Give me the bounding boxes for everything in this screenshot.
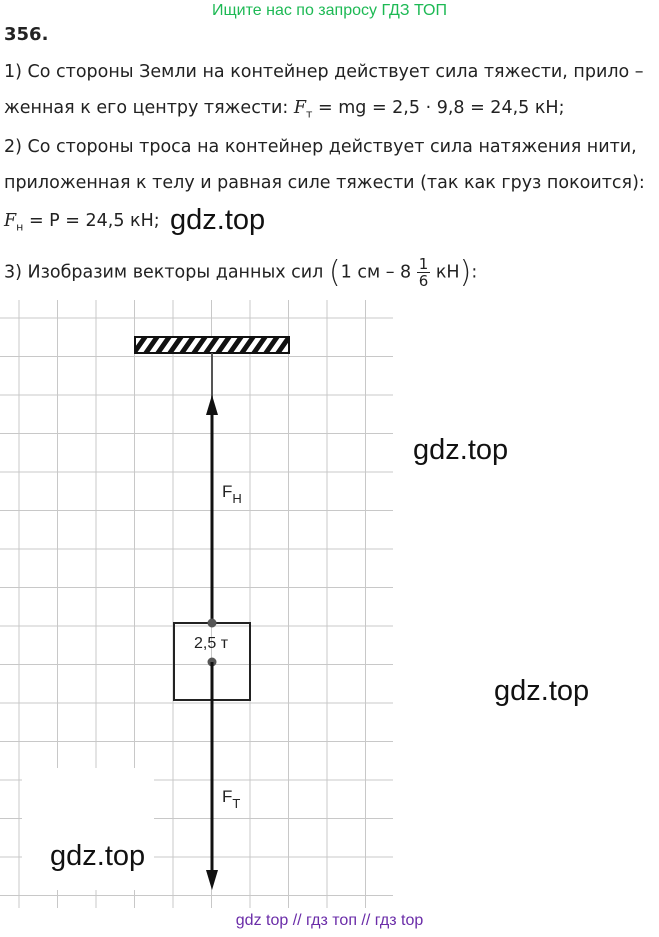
text-line-5 <box>4 211 160 234</box>
formula-fn-symbol: F <box>4 211 17 231</box>
text-line-6-end: : <box>471 262 478 283</box>
paren-close: ) <box>459 255 472 290</box>
text-line-2 <box>4 98 564 121</box>
watermark-2: gdz.top <box>413 434 509 466</box>
tension-arrowhead <box>206 395 218 415</box>
watermark-1: gdz.top <box>170 204 266 236</box>
scale-after: кН <box>430 262 460 283</box>
mass-label: 2,5 т <box>194 635 229 652</box>
formula-ft-symbol: F <box>293 98 306 118</box>
search-banner: Ищите нас по запросу ГДЗ ТОП <box>212 2 447 19</box>
formula-ft-rest: = mg = 2,5 · 9,8 = 24,5 кН; <box>318 98 565 118</box>
text-line-6-text: 3) Изобразим векторы данных сил <box>4 262 329 283</box>
ceiling-support <box>135 337 289 353</box>
gravity-arrowhead <box>206 870 218 890</box>
watermark-3: gdz.top <box>494 675 590 707</box>
text-line-6 <box>4 255 477 290</box>
fraction-numerator: 1 <box>418 255 429 273</box>
text-line-4: приложенная к телу и равная силе тяжести (так как груз покоится): <box>4 173 645 193</box>
tension-label: $F_Н$ <box>222 482 242 506</box>
formula-ft-sub: т <box>306 107 313 121</box>
scale-before: 1 см – 8 <box>340 262 412 283</box>
scale-fraction <box>417 256 431 289</box>
text-line-1: 1) Со стороны Земли на контейнер действует сила тяжести, прило – <box>4 62 644 82</box>
watermark-4: gdz.top <box>50 840 146 872</box>
paren-open: ( <box>328 255 341 290</box>
footer-links: gdz top // гдз топ // гдз top <box>235 912 424 929</box>
text-line-3: 2) Со стороны троса на контейнер действует сила натяжения нити, <box>4 137 637 157</box>
tension-application-point <box>208 619 217 628</box>
problem-number: 356. <box>4 24 49 45</box>
formula-fn-rest: = P = 24,5 кН; <box>28 211 160 231</box>
fraction-denominator: 6 <box>418 272 429 290</box>
text-line-2-text: женная к его центру тяжести: <box>4 98 294 118</box>
formula-fn-sub: н <box>16 220 24 234</box>
gravity-label: $F_Т$ <box>222 787 241 811</box>
